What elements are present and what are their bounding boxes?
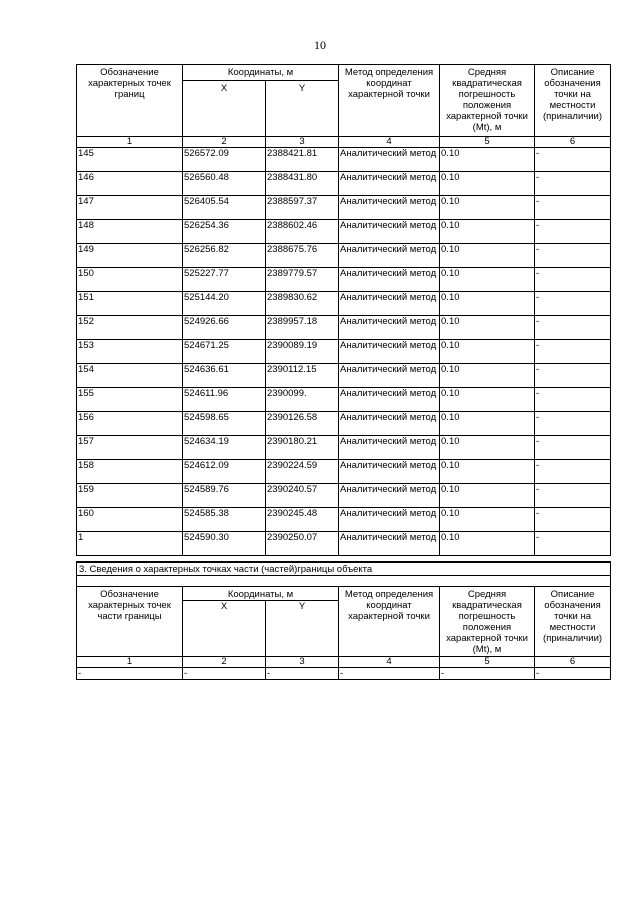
cell-y: 2390112.15	[266, 364, 339, 388]
cell-x: 524590.30	[183, 532, 266, 556]
cell-point: 148	[77, 220, 183, 244]
cell-point: 150	[77, 268, 183, 292]
cell-x: 524589.76	[183, 484, 266, 508]
cell-y: 2390126.58	[266, 412, 339, 436]
header-coordinates: Координаты, м	[183, 65, 339, 81]
cell-y: 2390224.59	[266, 460, 339, 484]
column-numbers-row	[77, 137, 611, 148]
header-designation: Обозначение характерных точек границ	[77, 65, 183, 137]
cell-x: 526256.82	[183, 244, 266, 268]
cell-method: Аналитический метод	[339, 532, 440, 556]
boundary-points-table	[76, 64, 611, 556]
cell-description: -	[535, 196, 611, 220]
cell-error: 0.10	[440, 364, 535, 388]
cell-description: -	[535, 268, 611, 292]
cell-y: 2390089.19	[266, 340, 339, 364]
cell-description: -	[535, 460, 611, 484]
header-y: Y	[266, 601, 339, 657]
table-row	[77, 460, 611, 484]
cell-method: Аналитический метод	[339, 340, 440, 364]
table-row	[77, 220, 611, 244]
table-row	[77, 292, 611, 316]
cell-error: 0.10	[440, 412, 535, 436]
column-number: 1	[77, 657, 183, 668]
column-number: 6	[535, 657, 611, 668]
table-row	[77, 148, 611, 172]
table-row	[77, 316, 611, 340]
cell-method: -	[339, 668, 440, 680]
cell-method: Аналитический метод	[339, 244, 440, 268]
page-number: 10	[314, 38, 326, 52]
cell-x: 525144.20	[183, 292, 266, 316]
cell-y: 2390099.	[266, 388, 339, 412]
cell-point: 156	[77, 412, 183, 436]
cell-point: 149	[77, 244, 183, 268]
cell-description: -	[535, 364, 611, 388]
column-number: 2	[183, 137, 266, 148]
table-row	[77, 668, 611, 680]
cell-description: -	[535, 220, 611, 244]
section-3-title: 3. Сведения о характерных точках части (частей)границы объекта	[77, 562, 611, 576]
cell-description: -	[535, 668, 611, 680]
table-row	[77, 196, 611, 220]
cell-error: 0.10	[440, 532, 535, 556]
cell-x: 524611.96	[183, 388, 266, 412]
table-row	[77, 172, 611, 196]
cell-method: Аналитический метод	[339, 148, 440, 172]
cell-description: -	[535, 484, 611, 508]
cell-point: 151	[77, 292, 183, 316]
table-row	[77, 388, 611, 412]
part-boundary-points-table	[76, 561, 611, 680]
header-coordinates: Координаты, м	[183, 587, 339, 601]
cell-x: 526560.48	[183, 172, 266, 196]
column-number: 5	[440, 137, 535, 148]
cell-error: 0.10	[440, 244, 535, 268]
cell-method: Аналитический метод	[339, 436, 440, 460]
header-method: Метод определения координат характерной точки	[339, 587, 440, 657]
column-number: 4	[339, 657, 440, 668]
cell-description: -	[535, 292, 611, 316]
table-row	[77, 508, 611, 532]
table-row	[77, 244, 611, 268]
cell-method: Аналитический метод	[339, 220, 440, 244]
cell-method: Аналитический метод	[339, 172, 440, 196]
header-y: Y	[266, 81, 339, 137]
cell-error: 0.10	[440, 316, 535, 340]
header-description: Описание обозначения точки на местности (приналичии)	[535, 65, 611, 137]
cell-x: 526572.09	[183, 148, 266, 172]
cell-x: 525227.77	[183, 268, 266, 292]
cell-point: 1	[77, 532, 183, 556]
table-row	[77, 436, 611, 460]
cell-description: -	[535, 244, 611, 268]
table-row	[77, 412, 611, 436]
cell-y: 2388421.81	[266, 148, 339, 172]
header-description: Описание обозначения точки на местности (приналичии)	[535, 587, 611, 657]
header-error: Средняя квадратическая погрешность положения характерной точки (Mt), м	[440, 65, 535, 137]
cell-point: 153	[77, 340, 183, 364]
header-designation: Обозначение характерных точек части границы	[77, 587, 183, 657]
cell-description: -	[535, 508, 611, 532]
cell-method: Аналитический метод	[339, 268, 440, 292]
column-number: 3	[266, 137, 339, 148]
cell-description: -	[535, 148, 611, 172]
cell-x: -	[183, 668, 266, 680]
cell-error: 0.10	[440, 148, 535, 172]
cell-description: -	[535, 172, 611, 196]
cell-error: 0.10	[440, 220, 535, 244]
cell-y: 2390180.21	[266, 436, 339, 460]
cell-point: 159	[77, 484, 183, 508]
cell-method: Аналитический метод	[339, 364, 440, 388]
table-row	[77, 340, 611, 364]
cell-point: 146	[77, 172, 183, 196]
cell-method: Аналитический метод	[339, 460, 440, 484]
cell-error: 0.10	[440, 292, 535, 316]
cell-error: 0.10	[440, 484, 535, 508]
cell-error: 0.10	[440, 508, 535, 532]
column-number: 1	[77, 137, 183, 148]
cell-point: 158	[77, 460, 183, 484]
header-error: Средняя квадратическая погрешность положения характерной точки (Mt), м	[440, 587, 535, 657]
column-number: 4	[339, 137, 440, 148]
cell-y: 2388675.76	[266, 244, 339, 268]
cell-point: 154	[77, 364, 183, 388]
cell-y: 2390245.48	[266, 508, 339, 532]
cell-x: 524926.66	[183, 316, 266, 340]
cell-method: Аналитический метод	[339, 484, 440, 508]
cell-y: 2389957.18	[266, 316, 339, 340]
column-number: 3	[266, 657, 339, 668]
cell-method: Аналитический метод	[339, 292, 440, 316]
cell-error: 0.10	[440, 460, 535, 484]
table-row	[77, 532, 611, 556]
cell-error: 0.10	[440, 196, 535, 220]
cell-point: 155	[77, 388, 183, 412]
cell-method: Аналитический метод	[339, 196, 440, 220]
cell-y: 2388431.80	[266, 172, 339, 196]
header-x: X	[183, 601, 266, 657]
cell-error: 0.10	[440, 172, 535, 196]
cell-point: -	[77, 668, 183, 680]
cell-description: -	[535, 316, 611, 340]
cell-y: -	[266, 668, 339, 680]
cell-method: Аналитический метод	[339, 388, 440, 412]
cell-point: 152	[77, 316, 183, 340]
cell-error: 0.10	[440, 388, 535, 412]
cell-error: 0.10	[440, 340, 535, 364]
cell-error: 0.10	[440, 436, 535, 460]
table-row	[77, 268, 611, 292]
cell-description: -	[535, 340, 611, 364]
cell-point: 157	[77, 436, 183, 460]
cell-x: 526254.36	[183, 220, 266, 244]
cell-y: 2390240.57	[266, 484, 339, 508]
cell-error: -	[440, 668, 535, 680]
cell-point: 160	[77, 508, 183, 532]
cell-x: 524612.09	[183, 460, 266, 484]
cell-method: Аналитический метод	[339, 412, 440, 436]
cell-x: 524634.19	[183, 436, 266, 460]
column-number: 2	[183, 657, 266, 668]
column-number: 5	[440, 657, 535, 668]
cell-description: -	[535, 532, 611, 556]
header-x: X	[183, 81, 266, 137]
cell-method: Аналитический метод	[339, 508, 440, 532]
cell-y: 2388602.46	[266, 220, 339, 244]
table-row	[77, 484, 611, 508]
cell-y: 2389779.57	[266, 268, 339, 292]
cell-y: 2388597.37	[266, 196, 339, 220]
cell-y: 2389830.62	[266, 292, 339, 316]
cell-x: 524671.25	[183, 340, 266, 364]
cell-y: 2390250.07	[266, 532, 339, 556]
cell-x: 524598.65	[183, 412, 266, 436]
cell-x: 524636.61	[183, 364, 266, 388]
cell-description: -	[535, 388, 611, 412]
cell-point: 145	[77, 148, 183, 172]
table-row	[77, 364, 611, 388]
column-number: 6	[535, 137, 611, 148]
cell-point: 147	[77, 196, 183, 220]
cell-error: 0.10	[440, 268, 535, 292]
column-numbers-row	[77, 657, 611, 668]
cell-method: Аналитический метод	[339, 316, 440, 340]
cell-x: 524585.38	[183, 508, 266, 532]
cell-description: -	[535, 436, 611, 460]
cell-description: -	[535, 412, 611, 436]
header-method: Метод определения координат характерной точки	[339, 65, 440, 137]
cell-x: 526405.54	[183, 196, 266, 220]
